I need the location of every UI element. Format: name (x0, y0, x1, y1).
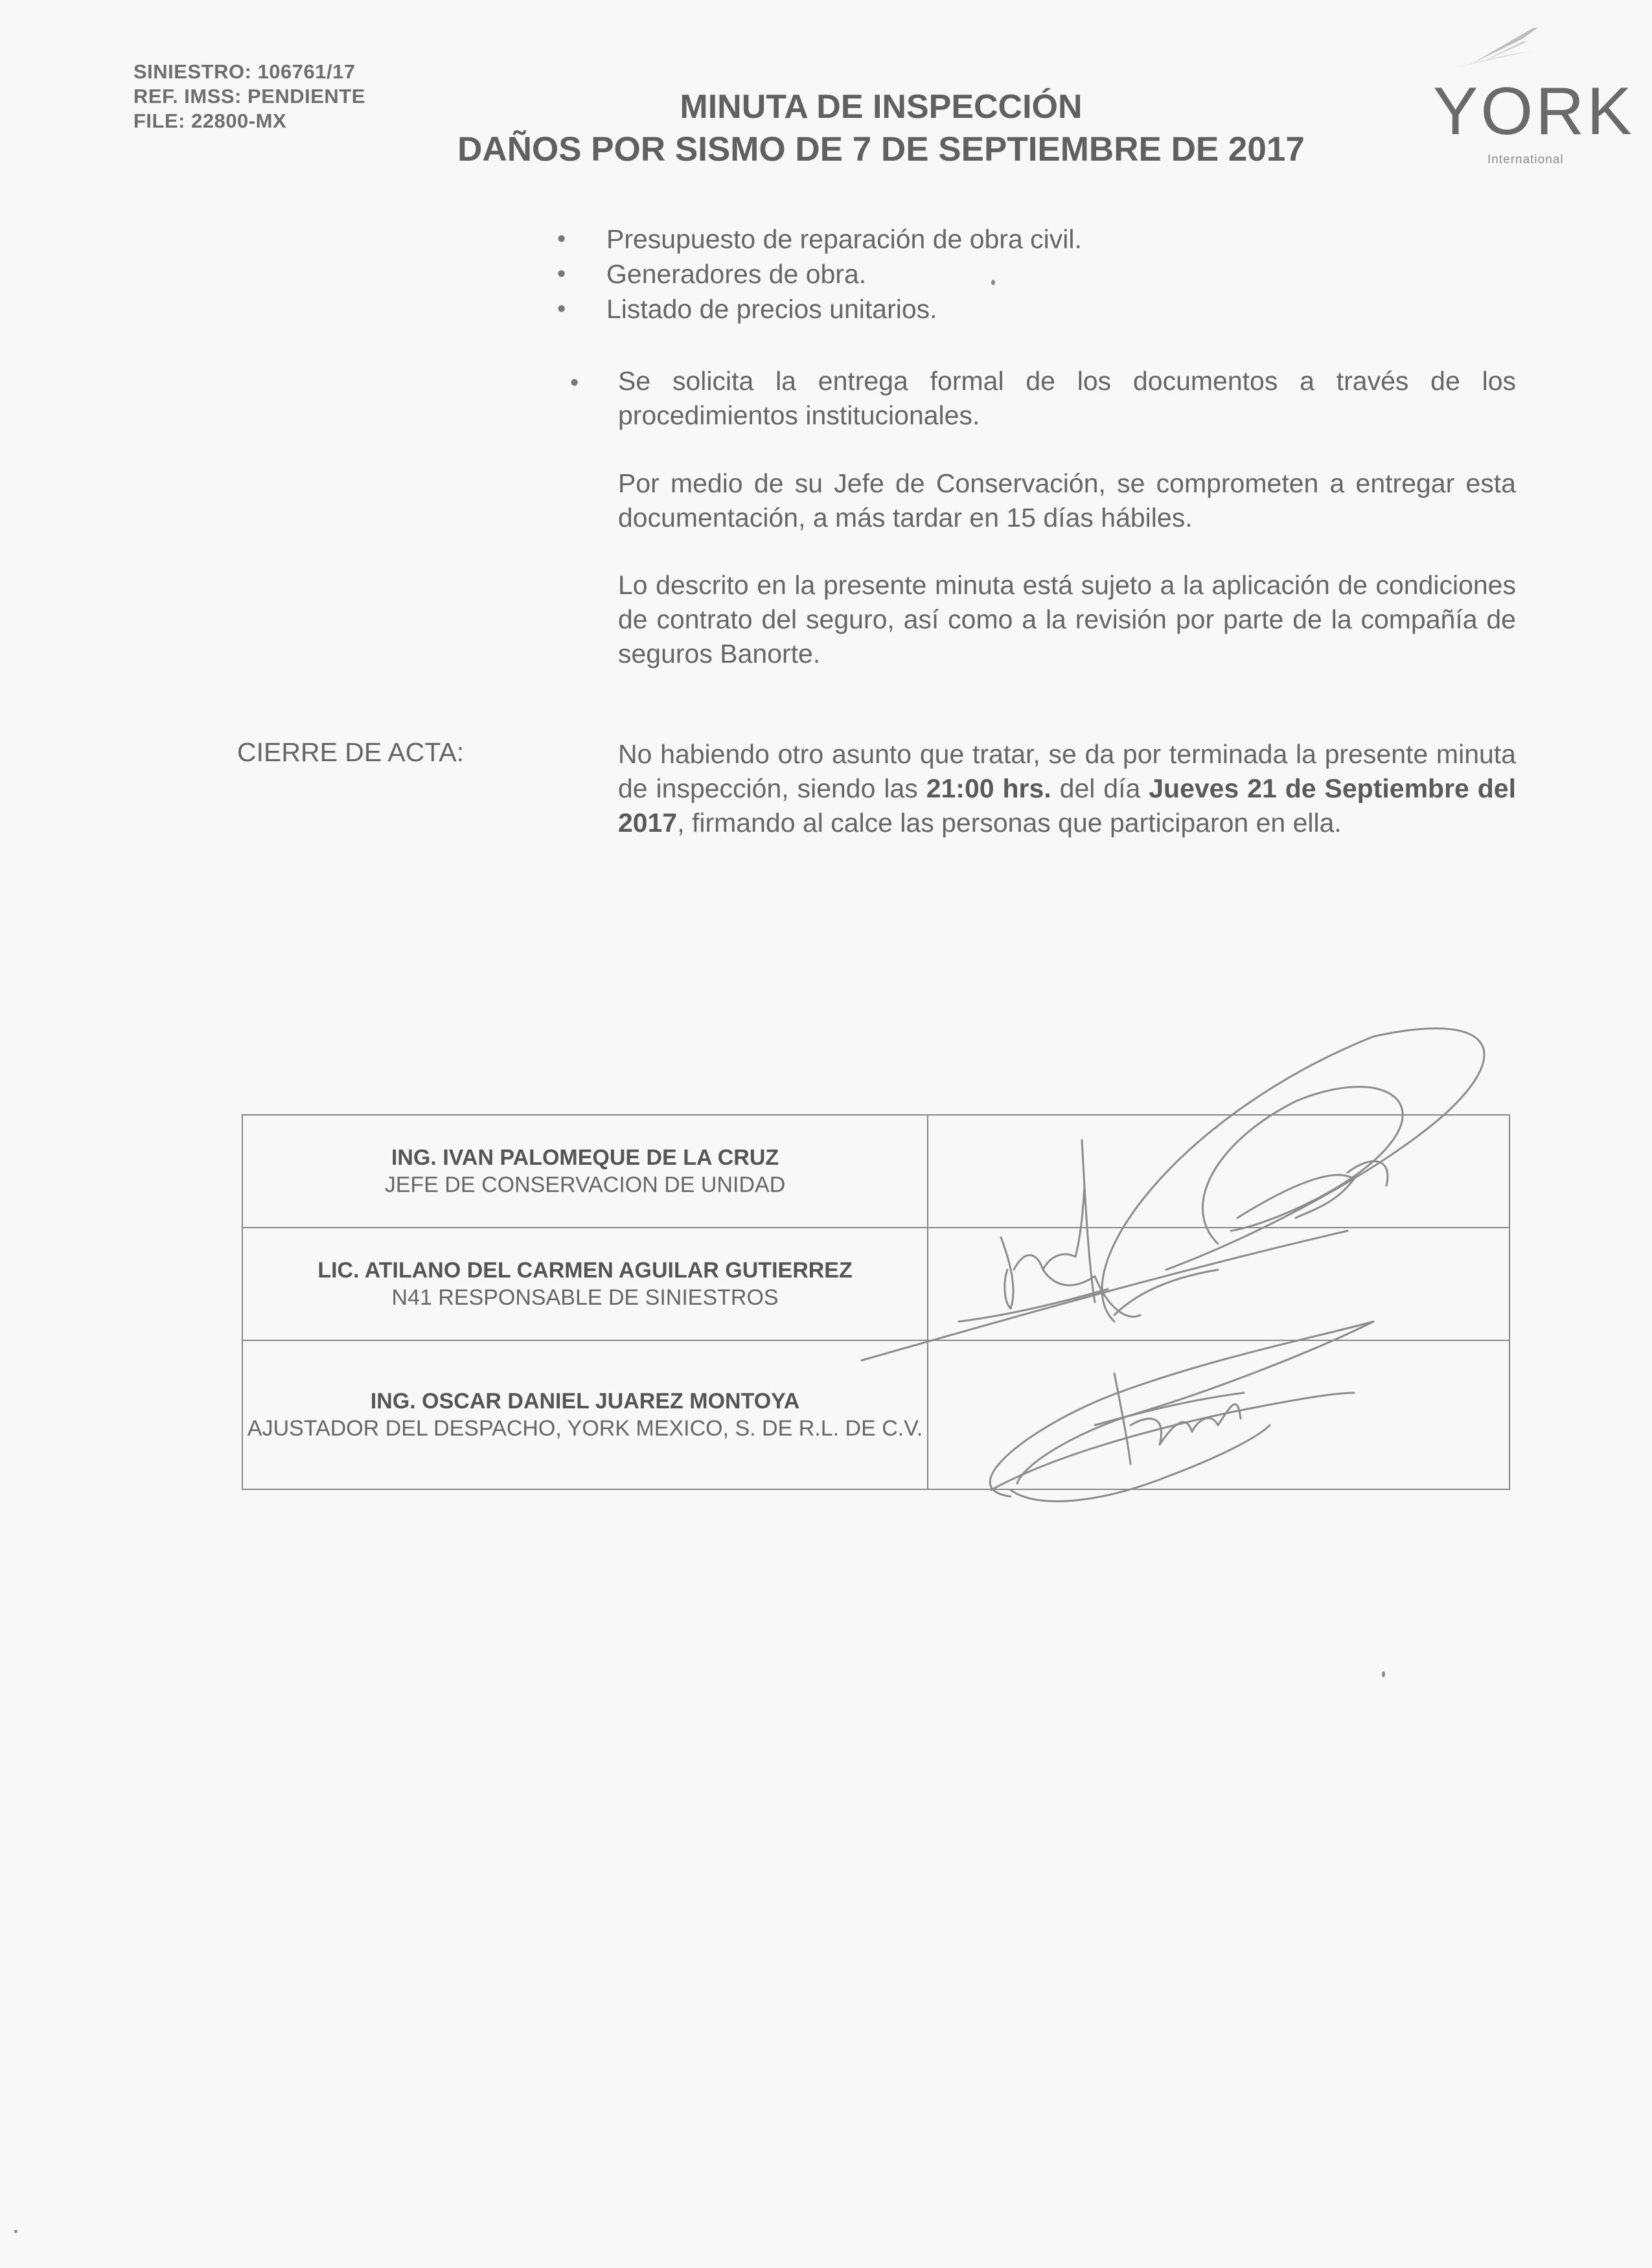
closing-text: del día (1051, 773, 1149, 803)
file-number: FILE: 22800-MX (133, 109, 287, 132)
closing-time: 21:00 hrs. (926, 773, 1051, 803)
document-list (557, 222, 1082, 326)
bullet-icon: • (570, 369, 579, 396)
list-item: • Generadores de obra. (557, 257, 1082, 292)
signatory-name: ING. IVAN PALOMEQUE DE LA CRUZ (391, 1145, 779, 1170)
signatory-role: N41 RESPONSABLE DE SINIESTROS (391, 1285, 779, 1310)
signatory-cell (242, 1228, 928, 1340)
logo-tagline: International (1487, 153, 1564, 166)
request-paragraph: Se solicita la entrega formal de los documentos a través de los procedimientos institucionales. (618, 366, 1516, 430)
list-item: • Listado de precios unitarios. (557, 292, 1082, 326)
reference-block (133, 60, 365, 133)
table-row (242, 1340, 1509, 1489)
scan-speck (1382, 1671, 1385, 1677)
closing-text: No habiendo otro asunto que tratar, se da por terminada la presente minuta de inspección, siendo las (618, 739, 1516, 803)
closing-label: CIERRE DE ACTA: (237, 737, 465, 767)
signature-cell (928, 1340, 1509, 1489)
logo-wordmark: YORK (1433, 74, 1635, 149)
signatory-role: JEFE DE CONSERVACION DE UNIDAD (384, 1173, 786, 1197)
closing-text: , firmando al calce las personas que participaron en ella. (677, 808, 1342, 838)
signature-table (242, 1114, 1510, 1490)
document-subtitle: DAÑOS POR SISMO DE 7 DE SEPTIEMBRE DE 2017 (457, 130, 1305, 168)
closing-paragraph (618, 737, 1516, 840)
scan-speck (14, 2230, 17, 2233)
signature-cell (928, 1228, 1509, 1340)
signature-cell (928, 1115, 1509, 1228)
list-item: • Presupuesto de reparación de obra civil. (557, 222, 1082, 257)
imss-reference: REF. IMSS: PENDIENTE (133, 85, 365, 108)
signatory-role: AJUSTADOR DEL DESPACHO, YORK MEXICO, S. DE R.L. DE C.V. (247, 1416, 923, 1441)
conditions-paragraph: Lo descrito en la presente minuta está sujeto a la aplicación de condiciones de contrato del seguro, así como a la revisión por parte de la compañía de seguros Banorte. (618, 570, 1516, 669)
signatory-cell (242, 1340, 928, 1489)
claim-number: SINIESTRO: 106761/17 (133, 60, 356, 83)
signatory-name: ING. OSCAR DANIEL JUAREZ MONTOYA (370, 1389, 800, 1414)
signatory-name: LIC. ATILANO DEL CARMEN AGUILAR GUTIERREZ (317, 1258, 853, 1283)
table-row (242, 1228, 1509, 1340)
signatory-cell (242, 1115, 928, 1228)
commitment-paragraph: Por medio de su Jefe de Conservación, se comprometen a entregar esta documentación, a más tardar en 15 días hábiles. (618, 468, 1516, 533)
closing-date: Jueves 21 de Septiembre del 2017 (618, 773, 1516, 838)
table-row (242, 1115, 1509, 1228)
scan-speck (991, 280, 995, 285)
document-title: MINUTA DE INSPECCIÓN (680, 88, 1083, 126)
